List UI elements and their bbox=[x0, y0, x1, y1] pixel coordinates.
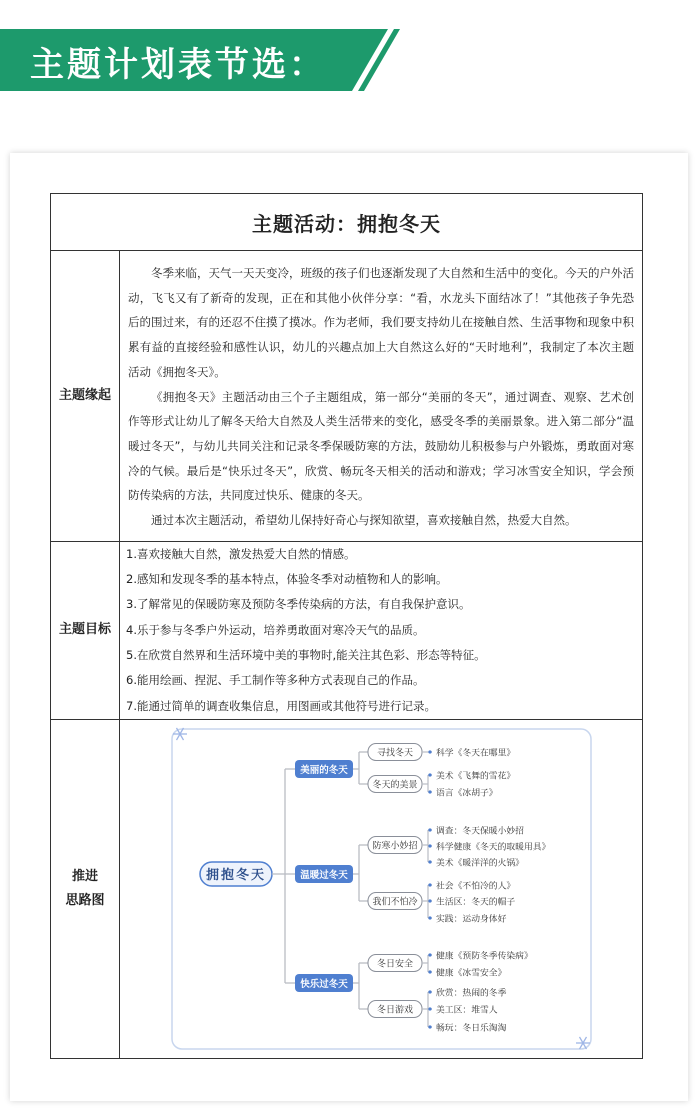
mindmap-label-line2: 思路图 bbox=[65, 892, 105, 908]
origin-paragraph: 《拥抱冬天》主题活动由三个子主题组成，第一部分“美丽的冬天”，通过调查、观察、艺术创作等形式让幼儿了解冬天给大自然及人类生活带来的变化，感受冬季的美丽景象。进入第二部分“温暖过冬天”，与幼儿共同关注和记录冬季保暖防寒的方法，鼓励幼儿积极参与户外锻炼，勇敢面对寒冷的气候。最后是“快乐过冬天”，欣赏、畅玩冬天相关的活动和游戏；学习冰雪安全知识，学会预防传染病的方法，共同度过快乐、健康的冬天。 bbox=[128, 389, 634, 503]
leaf-bullet bbox=[428, 790, 431, 793]
origin-paragraph: 通过本次主题活动，希望幼儿保持好奇心与探知欲望，喜欢接触自然，热爱大自然。 bbox=[151, 513, 577, 528]
branch-node-label: 美丽的冬天 bbox=[300, 764, 348, 776]
leaf-bullet bbox=[428, 828, 431, 831]
leaf-node-label: 科学健康《冬天的取暖用具》 bbox=[436, 842, 551, 853]
leaf-node-label: 欣赏：热闹的冬季 bbox=[436, 988, 507, 999]
root-node-label: 拥抱冬天 bbox=[205, 867, 267, 883]
goal-item: 1.喜欢接触大自然，激发热爱大自然的情感。 bbox=[126, 546, 356, 561]
goals-list bbox=[120, 541, 643, 719]
leaf-node-label: 健康《冰雪安全》 bbox=[436, 968, 507, 979]
leaf-node-label: 语言《冰胡子》 bbox=[436, 788, 498, 799]
leaf-bullet bbox=[428, 883, 431, 886]
leaf-bullet bbox=[428, 990, 431, 993]
leaf-node-label: 社会《不怕冷的人》 bbox=[436, 881, 516, 892]
table-title: 主题活动：拥抱冬天 bbox=[51, 194, 643, 251]
sub-node-label: 冬天的美景 bbox=[372, 780, 418, 791]
mindmap-diagram bbox=[120, 720, 642, 1058]
sub-node-label: 寻找冬天 bbox=[376, 748, 414, 759]
leaf-bullet bbox=[428, 970, 431, 973]
leaf-node-label: 实践：运动身体好 bbox=[436, 914, 507, 925]
branch-node-label: 温暖过冬天 bbox=[300, 869, 348, 881]
branch-node-label: 快乐过冬天 bbox=[300, 978, 348, 990]
leaf-bullet bbox=[428, 844, 431, 847]
mindmap-label bbox=[51, 719, 120, 1058]
leaf-node-label: 美术《暖洋洋的火锅》 bbox=[436, 858, 524, 869]
sub-node-label: 冬日游戏 bbox=[376, 1005, 414, 1016]
leaf-bullet bbox=[428, 750, 431, 753]
sub-node-label: 我们不怕冷 bbox=[372, 897, 418, 908]
origin-label: 主题缘起 bbox=[51, 251, 120, 542]
sub-node-label: 冬日安全 bbox=[376, 959, 414, 970]
sub-node-label: 防寒小妙招 bbox=[372, 841, 418, 852]
leaf-bullet bbox=[428, 1007, 431, 1010]
goal-item: 4.乐于参与冬季户外运动，培养勇敢面对寒冷天气的品质。 bbox=[126, 622, 425, 637]
mindmap-label-line1: 推进 bbox=[71, 868, 98, 884]
goal-item: 5.在欣赏自然界和生活环境中美的事物时,能关注其色彩、形态等特征。 bbox=[126, 647, 486, 662]
leaf-node-label: 健康《预防冬季传染病》 bbox=[436, 951, 533, 962]
leaf-bullet bbox=[428, 899, 431, 902]
goal-item: 3.了解常见的保暖防寒及预防冬季传染病的方法，有自我保护意识。 bbox=[126, 597, 471, 612]
goals-label: 主题目标 bbox=[51, 541, 120, 719]
leaf-node-label: 美工区：堆雪人 bbox=[436, 1005, 498, 1016]
leaf-bullet bbox=[428, 860, 431, 863]
leaf-node-label: 美术《飞舞的雪花》 bbox=[436, 771, 516, 782]
leaf-node-label: 生活区：冬天的帽子 bbox=[436, 897, 516, 908]
goal-item: 6.能用绘画、捏泥、手工制作等多种方式表现自己的作品。 bbox=[126, 673, 425, 688]
theme-plan-table bbox=[50, 193, 643, 1059]
mindmap-cell bbox=[120, 719, 643, 1058]
origin-text bbox=[120, 251, 643, 542]
banner-title: 主题计划表节选： bbox=[30, 45, 326, 85]
goal-item: 2.感知和发现冬季的基本特点，体验冬季对动植物和人的影响。 bbox=[126, 572, 448, 587]
leaf-node-label: 畅玩：冬日乐淘淘 bbox=[436, 1023, 507, 1034]
origin-paragraph: 冬季来临，天气一天天变冷，班级的孩子们也逐渐发现了大自然和生活中的变化。今天的户外活动，飞飞又有了新奇的发现，正在和其他小伙伴分享：“看，水龙头下面结冰了！”其他孩子争先恐后的围过来，有的还忍不住摸了摸冰。作为老师，我们要支持幼儿在接触自然、生活事物和现象中积累有益的直接经验和感性认识，幼儿的兴趣点加上大自然这么好的“天时地利”，我制定了本次主题活动《拥抱冬天》。 bbox=[128, 266, 634, 379]
leaf-bullet bbox=[428, 773, 431, 776]
leaf-bullet bbox=[428, 1025, 431, 1028]
leaf-bullet bbox=[428, 953, 431, 956]
leaf-node-label: 科学《冬天在哪里》 bbox=[436, 748, 516, 759]
leaf-bullet bbox=[428, 916, 431, 919]
goal-item: 7.能通过简单的调查收集信息，用图画或其他符号进行记录。 bbox=[126, 698, 436, 713]
leaf-node-label: 调查：冬天保暖小妙招 bbox=[436, 826, 524, 837]
